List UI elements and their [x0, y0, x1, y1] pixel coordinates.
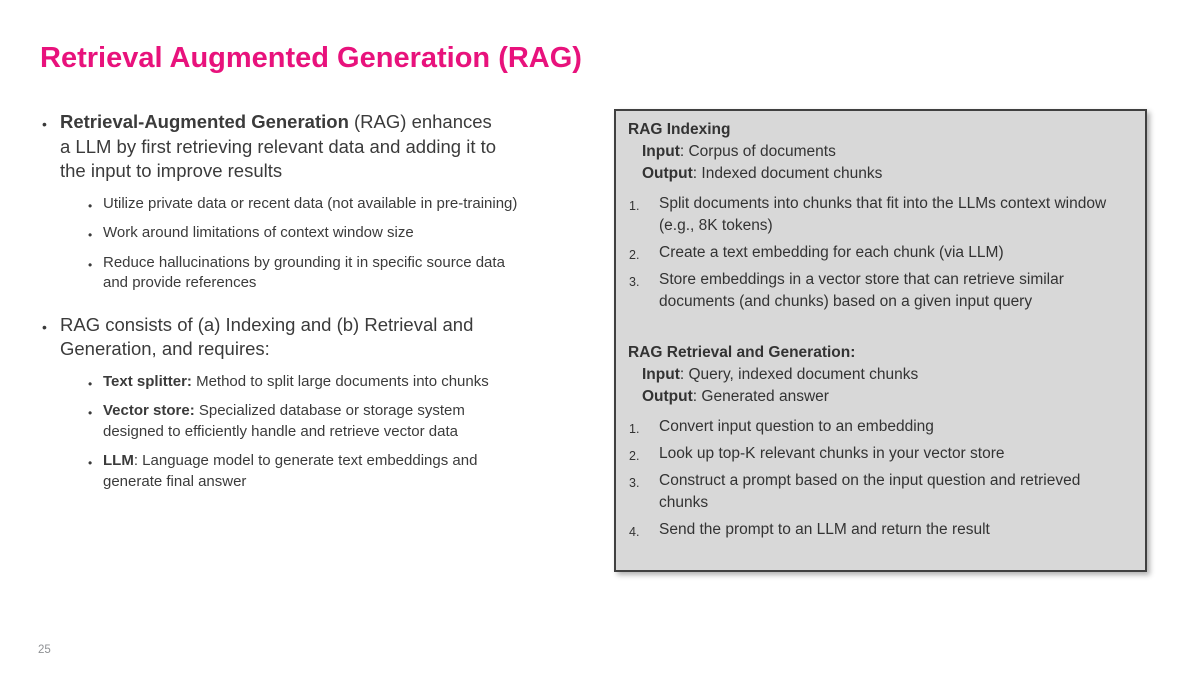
indexing-step-1 — [628, 193, 1133, 237]
sub-bullet-regular-text: Specialized database or storage system designed to efficiently handle and retrieve vector data — [103, 402, 465, 440]
retrieval-step-1 — [628, 416, 1133, 438]
step-number: 1. — [629, 199, 640, 213]
bullet-item-rag-definition — [40, 110, 505, 184]
step-number: 2. — [629, 449, 640, 463]
input-label: Input — [642, 143, 680, 160]
step-text: Send the prompt to an LLM and return the result — [659, 521, 990, 538]
step-text: Store embeddings in a vector store that can retrieve similar documents (and chunks) based on a given input query — [659, 271, 1064, 310]
sub-bullet-bold-text: Vector store: — [103, 402, 195, 419]
output-label: Output — [642, 165, 693, 182]
section-gap — [628, 318, 1133, 342]
output-value: : Indexed document chunks — [692, 165, 883, 182]
sub-bullet-vector-store — [88, 401, 518, 442]
indexing-input-line — [642, 141, 1133, 163]
sub-bullet-text-splitter — [88, 372, 523, 393]
left-bullet-column — [40, 110, 600, 511]
sub-bullet-list-requirements — [40, 372, 600, 493]
sub-bullet-llm — [88, 451, 508, 492]
sub-bullet-context-window: • Work around limitations of context window size — [88, 223, 563, 244]
sub-bullet-bold-text: LLM — [103, 452, 134, 469]
output-value: : Generated answer — [692, 388, 829, 405]
step-text: Split documents into chunks that fit into the LLMs context window (e.g., 8K tokens) — [659, 195, 1107, 234]
retrieval-output-line — [642, 386, 1133, 408]
step-text: Construct a prompt based on the input question and retrieved chunks — [659, 472, 1081, 511]
step-text: Look up top-K relevant chunks in your vector store — [659, 445, 1005, 462]
step-text: Create a text embedding for each chunk (via LLM) — [659, 244, 1004, 261]
output-label: Output — [642, 388, 693, 405]
input-label: Input — [642, 366, 680, 383]
retrieval-step-3 — [628, 470, 1133, 514]
step-number: 4. — [629, 525, 640, 539]
step-number: 2. — [629, 248, 640, 262]
retrieval-heading: RAG Retrieval and Generation: — [628, 344, 856, 361]
sub-bullet-private-data: • Utilize private data or recent data (not available in pre-training) — [88, 194, 563, 215]
retrieval-step-4 — [628, 519, 1133, 541]
step-number: 1. — [629, 422, 640, 436]
page-number: 25 — [38, 644, 51, 656]
sub-bullet-regular-text: : Language model to generate text embeddings and generate final answer — [103, 452, 478, 490]
sub-bullet-list-benefits — [40, 194, 600, 294]
step-number: 3. — [629, 476, 640, 490]
indexing-heading: RAG Indexing — [628, 121, 731, 138]
step-text: Convert input question to an embedding — [659, 418, 934, 435]
sub-bullet-regular-text: Method to split large documents into chunks — [191, 372, 489, 390]
sub-bullet-bold-text: Text splitter: — [103, 372, 192, 390]
sub-bullet-hallucinations: • Reduce hallucinations by grounding it in specific source data and provide references — [88, 253, 528, 294]
indexing-step-3 — [628, 269, 1133, 313]
retrieval-input-line — [642, 364, 1133, 386]
indexing-steps-list — [628, 193, 1133, 313]
indexing-output-line — [642, 163, 1133, 185]
indexing-step-2 — [628, 242, 1133, 264]
step-number: 3. — [629, 275, 640, 289]
input-value: : Query, indexed document chunks — [679, 366, 919, 383]
input-value: : Corpus of documents — [679, 143, 836, 160]
bullet-regular-text: (RAG) enhances a LLM by first retrieving relevant data and adding it to the input to improve results — [60, 111, 497, 181]
retrieval-step-2 — [628, 443, 1133, 465]
retrieval-steps-list — [628, 416, 1133, 541]
bullet-item-rag-components: • RAG consists of (a) Indexing and (b) Retrieval and Generation, and requires: — [40, 313, 530, 362]
slide-title: Retrieval Augmented Generation (RAG) — [40, 42, 582, 74]
bullet-bold-text: Retrieval-Augmented Generation — [60, 111, 349, 132]
rag-process-box — [614, 109, 1147, 572]
